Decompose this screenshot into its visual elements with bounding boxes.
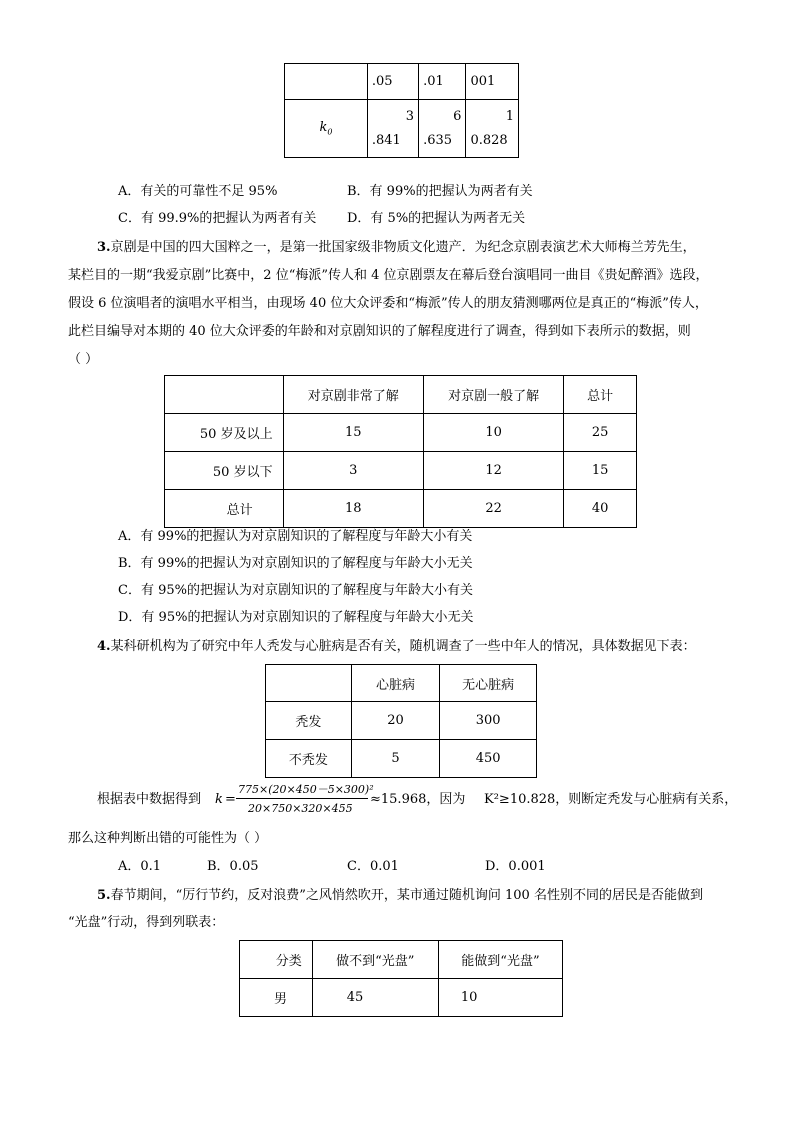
q4-formula-approx: ≈15.968，因为 [370, 792, 466, 807]
q5-text: 春节期间，“厉行节约，反对浪费”之风悄然吹开，某市通过随机询问 100 名性别不同的居民是否能做到 [110, 888, 703, 903]
q4-formula-equals: = [225, 792, 236, 807]
table-cell-bottom: .635 [423, 132, 453, 148]
table-cell: .05 [367, 64, 418, 100]
table-cell: 22 [423, 490, 563, 528]
table-header: 分类 [240, 941, 313, 979]
table-row [240, 979, 563, 1017]
critical-value-table [284, 63, 519, 158]
q4-formula-numerator: 775×(20×450－5×300)² [238, 783, 374, 796]
q4-option-b: B．0.05 [207, 859, 259, 874]
table-cell: 秃发 [266, 702, 352, 740]
q2-option-d: D．有 5%的把握认为两者无关 [347, 211, 526, 226]
q5-stem-line-2: “光盘”行动，得到列联表： [68, 915, 225, 930]
table-header: 做不到“光盘” [312, 941, 438, 979]
table-cell: 450 [440, 740, 537, 778]
q5-number: 5. [97, 888, 111, 903]
table-cell: 20 [351, 702, 440, 740]
table-cell: 50 岁以下 [165, 452, 284, 490]
table-header: 无心脏病 [440, 665, 537, 702]
table-row [165, 414, 637, 452]
q4-table [265, 664, 537, 778]
table-header [266, 665, 352, 702]
table-cell: 001 [466, 64, 519, 100]
table-header: 总计 [564, 376, 637, 414]
table-header: 能做到“光盘” [438, 941, 562, 979]
q5-stem-line-1 [97, 886, 703, 906]
table-cell [367, 100, 418, 158]
q4-formula-prefix: 根据表中数据得到 [97, 792, 202, 807]
table-cell [466, 100, 519, 158]
table-row [266, 702, 537, 740]
table-row [165, 490, 637, 528]
q3-stem-line-2: 某栏目的一期“我爱京剧”比赛中，2 位“梅派”传人和 4 位京剧票友在幕后登台演唱同一曲目《贵妃醉酒》选段， [68, 268, 709, 283]
table-cell-bottom: .841 [371, 132, 401, 148]
table-cell: .01 [419, 64, 466, 100]
q4-option-c: C．0.01 [347, 859, 399, 874]
table-cell: 5 [351, 740, 440, 778]
q5-table [239, 940, 563, 1017]
table-cell [285, 100, 368, 158]
table-cell-bottom: 0.828 [470, 132, 508, 148]
table-cell: 10 [423, 414, 563, 452]
table-cell [285, 64, 368, 100]
table-cell: 男 [240, 979, 313, 1017]
table-cell: 40 [564, 490, 637, 528]
q3-stem-line-4: 此栏目编导对本期的 40 位大众评委的年龄和对京剧知识的了解程度进行了调查，得到如下表所示的数据，则 [68, 324, 691, 339]
table-cell: 不秃发 [266, 740, 352, 778]
table-cell: 50 岁及以上 [165, 414, 284, 452]
table-row [165, 452, 637, 490]
q3-option-c: C．有 95%的把握认为对京剧知识的了解程度与年龄大小有关 [118, 583, 473, 598]
q2-option-a: A．有关的可靠性不足 95% [118, 184, 278, 199]
table-header: 对京剧一般了解 [423, 376, 563, 414]
table-cell-top: 3 [405, 108, 415, 124]
q3-table [164, 375, 637, 528]
q3-text: 京剧是中国的四大国粹之一，是第一批国家级非物质文化遗产．为纪念京剧表演艺术大师梅兰芳先生， [110, 240, 696, 255]
q4-formula-denominator: 20×750×320×455 [248, 802, 353, 815]
table-row [266, 740, 537, 778]
table-cell: 15 [564, 452, 637, 490]
q4-option-d: D．0.001 [485, 859, 546, 874]
table-cell: 10 [438, 979, 562, 1017]
q3-option-b: B．有 99%的把握认为对京剧知识的了解程度与年龄大小无关 [118, 556, 473, 571]
table-cell [419, 100, 466, 158]
q3-stem-line-5: （ ） [68, 352, 99, 367]
q2-option-c: C．有 99.9%的把握认为两者有关 [118, 211, 317, 226]
k0-symbol: k [319, 120, 328, 136]
table-cell: 15 [283, 414, 423, 452]
table-cell-top: 1 [505, 108, 514, 124]
table-header: 对京剧非常了解 [283, 376, 423, 414]
table-cell: 12 [423, 452, 563, 490]
table-cell: 3 [283, 452, 423, 490]
q3-number: 3. [97, 240, 111, 255]
table-cell: 45 [312, 979, 438, 1017]
table-header: 心脏病 [351, 665, 440, 702]
q3-option-a: A．有 99%的把握认为对京剧知识的了解程度与年龄大小有关 [118, 529, 473, 544]
k0-subscript: 0 [327, 127, 333, 137]
table-cell: 18 [283, 490, 423, 528]
q4-fraction-bar [236, 798, 368, 799]
q3-option-d: D．有 95%的把握认为对京剧知识的了解程度与年龄大小无关 [118, 610, 474, 625]
q4-stem-line-3: 那么这种判断出错的可能性为（ ） [68, 831, 268, 846]
q4-text: 某科研机构为了研究中年人秃发与心脏病是否有关，随机调查了一些中年人的情况，具体数据见下表： [110, 639, 696, 654]
table-cell: 总计 [165, 490, 284, 528]
table-header [165, 376, 284, 414]
q4-number: 4. [97, 639, 111, 654]
table-cell-top: 6 [453, 108, 462, 124]
q2-option-b: B．有 99%的把握认为两者有关 [347, 184, 533, 199]
q3-stem-line-1 [97, 238, 696, 258]
table-cell: 25 [564, 414, 637, 452]
table-cell: 300 [440, 702, 537, 740]
q4-formula-k: k [215, 792, 223, 807]
q4-formula-k2: K²≥10.828，则断定秃发与心脏病有关系， [484, 792, 738, 807]
q4-stem-line-1 [97, 637, 696, 657]
q3-stem-line-3: 假设 6 位演唱者的演唱水平相当，由现场 40 位大众评委和“梅派”传人的朋友猜测哪两位是真正的“梅派”传人， [68, 296, 708, 311]
q4-option-a: A．0.1 [118, 859, 162, 874]
